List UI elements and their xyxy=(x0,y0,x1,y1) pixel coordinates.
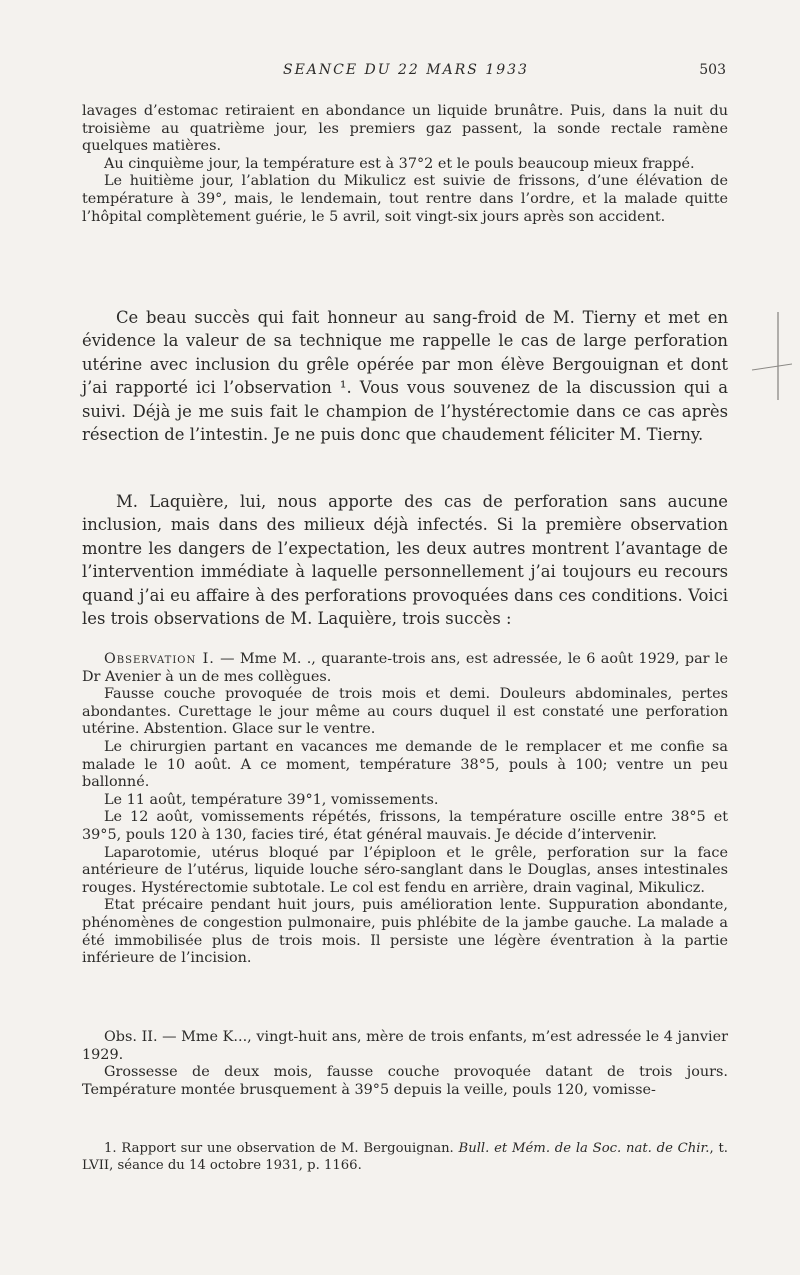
observation-1 xyxy=(82,651,728,968)
paragraph: Laparotomie, utérus bloqué par l’épiploon et le grêle, perforation sur la face antérieure de l’utérus, liquide louche séro-sanglant dans le Douglas, anses intestinales rouges. Hystérectomie subtotale. Le col est fendu en arrière, drain vaginal, Mikulicz. xyxy=(82,844,728,896)
paragraph: Le chirurgien partant en vacances me demande de le remplacer et me confie sa malade le 10 août. A ce moment, température 38°5, pouls à 100; ventre un peu ballonné. xyxy=(82,738,728,791)
paragraph: lavages d’estomac retiraient en abondance un liquide brunâtre. Puis, dans la nuit du troisième au quatrième jour, les premiers gaz passent, la sonde rectale ramène quelques matières. xyxy=(82,103,728,155)
footnote-ref: , t. LVII, séance du 14 octobre 1931, p. 1166. xyxy=(82,1141,728,1173)
observation-label: Observation I. xyxy=(104,651,215,667)
observation-intro-text: — Mme M. ., quarante-trois ans, est adressée, le 6 août 1929, par le Dr Avenier à un de mes collègues. xyxy=(82,651,728,685)
paragraph: Grossesse de deux mois, fausse couche provoquée datant de trois jours. Température montée brusquement à 39°5 depuis la veille, pouls 120, vomisse- xyxy=(82,1064,728,1098)
paragraph: Au cinquième jour, la température est à 37°2 et le pouls beaucoup mieux frappé. xyxy=(104,155,695,172)
footnote-text: 1. Rapport sur une observation de M. Bergouignan. xyxy=(104,1141,459,1156)
footnote-journal: Bull. et Mém. de la Soc. nat. de Chir. xyxy=(458,1141,710,1156)
observation-2 xyxy=(82,1029,728,1099)
paragraph: M. Laquière, lui, nous apporte des cas de perforation sans aucune inclusion, mais dans des milieux déjà infectés. Si la première observation montre les dangers de l’expectation, les deux autres montrent l’avantage de l’intervention immédiate à laquelle personnellement j’ai toujours eu recours quand j’ai eu affaire à des perforations provoquées dans ces conditions. Voici les trois observations de M. Laquière, trois succès : xyxy=(82,492,728,629)
commentary-paragraph xyxy=(82,306,728,446)
paragraph: Fausse couche provoquée de trois mois et demi. Douleurs abdominales, pertes abondantes. Curettage le jour même au cours duquel il est constaté une perforation utérine. Abstention. Glace sur le ventre. xyxy=(82,686,728,738)
paragraph: Le 11 août, température 39°1, vomissements. xyxy=(104,791,439,808)
running-title: SEANCE DU 22 MARS 1933 xyxy=(283,62,529,78)
page-number: 503 xyxy=(699,62,726,78)
paragraph: Etat précaire pendant huit jours, puis amélioration lente. Suppuration abondante, phénomènes de congestion pulmonaire, puis phlébite de la jambe gauche. La malade a été immobilisée plus de trois mois. Il persiste une légère éventration à la partie inférieure de l’incision. xyxy=(82,897,728,967)
paragraph: Le 12 août, vomissements répétés, frissons, la température oscille entre 38°5 et 39°5, pouls 120 à 130, facies tiré, état général mauvais. Je décide d’intervenir. xyxy=(82,809,728,843)
paragraph: Ce beau succès qui fait honneur au sang-froid de M. Tierny et met en évidence la valeur de sa technique me rappelle le cas de large perforation utérine avec inclusion du grêle opérée par mon élève Bergouignan et dont j’ai rapporté ici l’observation ¹. Vous vous souvenez de la discussion qui a suivi. Déjà je me suis fait le champion de l’hystérectomie dans ce cas après résection de l’intestin. Je ne puis donc que chaudement féliciter M. Tierny. xyxy=(82,308,728,445)
paragraph: Le huitième jour, l’ablation du Mikulicz est suivie de frissons, d’une élévation de température à 39°, mais, le lendemain, tout rentre dans l’ordre, et la malade quitte l’hôpital complètement guérie, le 5 avril, soit vingt-six jours après son accident. xyxy=(82,173,728,225)
laquiere-paragraph xyxy=(82,490,728,630)
observation-intro xyxy=(82,651,728,686)
margin-mark xyxy=(752,312,792,402)
case-continuation xyxy=(82,103,728,226)
footnote xyxy=(82,1140,728,1174)
page-header xyxy=(0,62,800,84)
observation-intro: Obs. II. — Mme K..., vingt-huit ans, mère de trois enfants, m’est adressée le 4 janvier 1929. xyxy=(82,1029,728,1063)
